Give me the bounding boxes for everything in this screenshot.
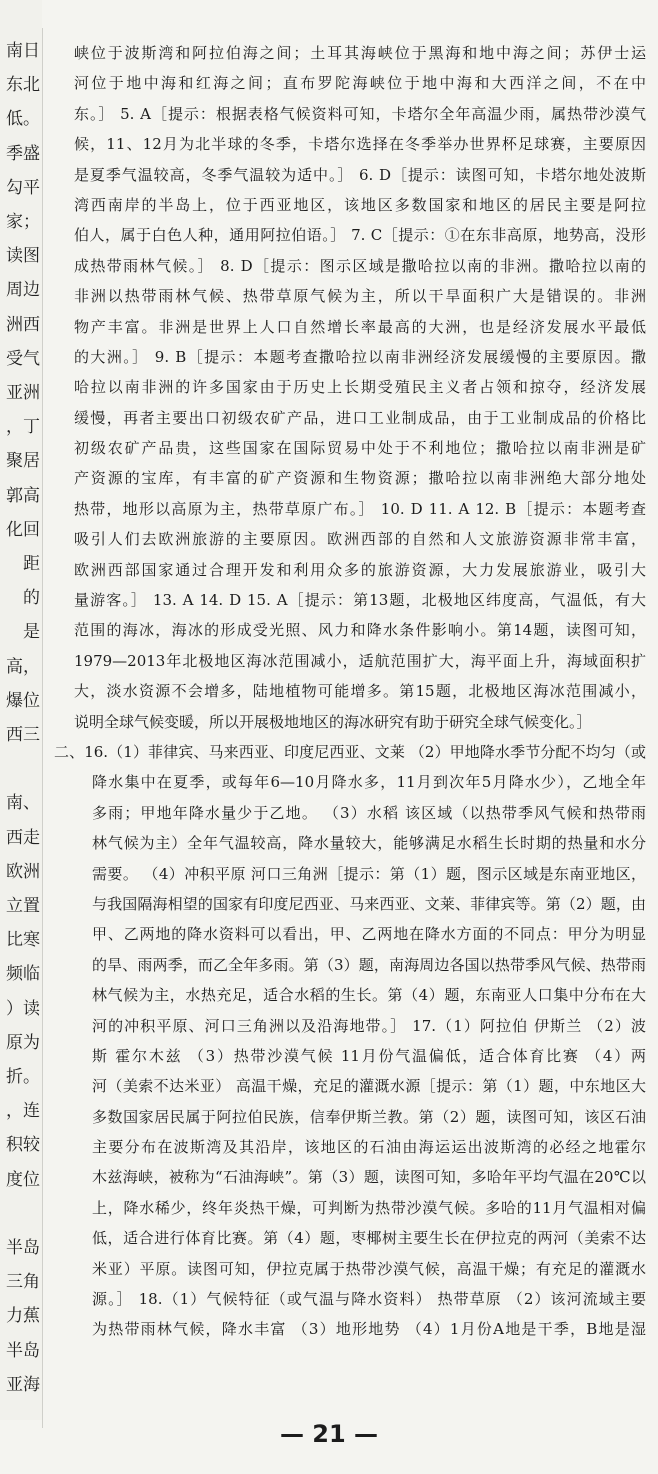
left-fragment: 东北 bbox=[6, 75, 40, 96]
left-fragment: 聚居 bbox=[6, 451, 40, 472]
text-line: 二、16.（1）菲律宾、马来西亚、印度尼西亚、文莱 （2）甲地降水季节分配不均匀（或 bbox=[54, 742, 646, 761]
left-fragment: 原为 bbox=[6, 1032, 40, 1053]
left-fragment: 西三 bbox=[6, 725, 40, 745]
text-line: 与我国隔海相望的国家有印度尼西亚、马来西亚、文莱、菲律宾等。第（2）题，由 bbox=[92, 894, 646, 913]
left-fragment: 亚海 bbox=[6, 1374, 40, 1395]
left-fragment: 半岛 bbox=[6, 1340, 40, 1361]
text-line: 伯人，属于白色人种，通用阿拉伯语。］ 7. C［提示：①在东非高原，地势高，没形 bbox=[74, 226, 646, 245]
left-fragment: 周边 bbox=[6, 280, 40, 301]
left-fragment: 南、 bbox=[6, 793, 40, 814]
text-line: 范围的海冰，海冰的形成受光照、风力和降水条件影响小。第14题，读图可知， bbox=[74, 621, 646, 640]
left-fragment: 欧洲 bbox=[6, 861, 40, 882]
text-line: 大，淡水资源不会增多，陆地植物可能增多。第15题，北极地区海冰范围减小， bbox=[74, 682, 646, 701]
text-line: 木兹海峡，被称为“石油海峡”。第（3）题，读图可知，多哈年平均气温在20℃以 bbox=[92, 1168, 646, 1187]
column-divider bbox=[42, 28, 43, 1428]
text-line: 欧洲西部国家通过合理开发和利用众多的旅游资源，大力发展旅游业，吸引大 bbox=[74, 560, 646, 579]
left-fragment: 半岛 bbox=[6, 1238, 40, 1258]
left-fragment: 折。 bbox=[6, 1067, 40, 1087]
left-fragment: 季盛 bbox=[6, 143, 40, 164]
text-line: 峡位于波斯湾和阿拉伯海之间；土耳其海峡位于黑海和地中海之间；苏伊士运 bbox=[74, 44, 646, 62]
text-line: 缓慢，再者主要出口初级农矿产品，进口工业制成品，由于工业制成品的价格比 bbox=[74, 408, 646, 427]
text-line: 是夏季气温较高，冬季气温较为适中。］ 6. D［提示：读图可知，卡塔尔地处波斯 bbox=[74, 165, 646, 184]
text-line: 斯 霍尔木兹 （3）热带沙漠气候 11月份气温偏低，适合体育比赛 （4）两 bbox=[92, 1046, 646, 1065]
text-line: 低，适合进行体育比赛。第（4）题，枣椰树主要生长在伊拉克的两河（美索不达 bbox=[92, 1229, 646, 1248]
text-line: 林气候为主）全年气温较高，降水量较大，能够满足水稻生长时期的热量和水分 bbox=[92, 834, 646, 853]
left-fragment: 勾平 bbox=[6, 177, 40, 198]
text-line: 降水集中在夏季，或每年6—10月降水多，11月到次年5月降水少），乙地全年 bbox=[92, 773, 646, 792]
left-fragment: 立置 bbox=[6, 896, 40, 916]
text-line: 产资源的宝库，有丰富的矿产资源和生物资源；撒哈拉以南非洲绝大部分地处 bbox=[74, 469, 646, 488]
text-line: 物产丰富。非洲是世界上人口自然增长率最高的大洲，也是经济发展水平最低 bbox=[74, 317, 646, 336]
left-fragment: ）读 bbox=[6, 998, 40, 1019]
text-line: 河位于地中海和红海之间；直布罗陀海峡位于地中海和大西洋之间，不在中 bbox=[74, 74, 646, 93]
text-line: 热带，地形以高原为主，热带草原广布。］ 10. D 11. A 12. B［提示：本题考查 bbox=[74, 499, 646, 518]
left-fragment: 化回 bbox=[6, 519, 40, 540]
left-fragment: 高， bbox=[6, 656, 40, 677]
left-fragment: 南日 bbox=[6, 41, 40, 61]
page-number: — 21 — bbox=[279, 1420, 379, 1448]
left-fragment: 频临 bbox=[6, 964, 40, 985]
text-line: 多数国家居民属于阿拉伯民族，信奉伊斯兰教。第（2）题，读图可知，该区石油 bbox=[92, 1107, 646, 1126]
text-line: 米亚）平原。读图可知，伊拉克属于热带沙漠气候，高温干燥；有充足的灌溉水 bbox=[92, 1259, 646, 1278]
left-fragment: 读图 bbox=[6, 246, 40, 267]
text-line: 非洲以热带雨林气候、热带草原气候为主，所以干旱面积广大是错误的。非洲 bbox=[74, 287, 646, 306]
left-fragment: ，连 bbox=[6, 1101, 40, 1122]
text-line: 说明全球气候变暖，所以开展极地地区的海冰研究有助于研究全球气候变化。］ bbox=[74, 712, 592, 731]
left-fragment: 受气 bbox=[6, 348, 40, 369]
left-fragment: 亚洲 bbox=[6, 383, 40, 403]
left-fragment: 力蕉 bbox=[6, 1306, 40, 1327]
text-line: 甲、乙两地的降水资料可以看出，甲、乙两地在降水方面的不同点：甲分为明显 bbox=[92, 925, 646, 944]
left-fragment: 郭高 bbox=[6, 485, 40, 506]
text-line: 1979—2013年北极地区海冰范围减小，适航范围扩大，海平面上升，海域面积扩 bbox=[74, 651, 646, 670]
left-fragment: 低。 bbox=[6, 109, 40, 130]
left-fragment: 洲西 bbox=[6, 314, 40, 335]
left-fragment: 是 bbox=[23, 622, 40, 643]
left-fragment: 比寒 bbox=[6, 930, 40, 951]
left-fragment: 西走 bbox=[6, 827, 40, 848]
text-line: 河（美索不达米亚） 高温干燥，充足的灌溉水源［提示：第（1）题，中东地区大 bbox=[92, 1077, 646, 1096]
text-line: 为热带雨林气候，降水丰富 （3）地形地势 （4）1月份A地是干季，B地是湿 bbox=[92, 1320, 646, 1339]
text-line: 湾西南岸的半岛上，位于西亚地区，该地区多数国家和地区的居民主要是阿拉 bbox=[74, 195, 646, 214]
text-line: 哈拉以南非洲的许多国家由于历史上长期受殖民主义者占领和掠夺，经济发展 bbox=[74, 378, 646, 397]
text-line: 林气候为主，水热充足，适合水稻的生长。第（4）题，东南亚人口集中分布在大 bbox=[92, 986, 646, 1005]
text-line: 上，降水稀少，终年炎热干燥，可判断为热带沙漠气候。多哈的11月气温相对偏 bbox=[92, 1198, 646, 1217]
left-fragment: 爆位 bbox=[6, 690, 40, 711]
left-fragment: 三角 bbox=[6, 1272, 40, 1293]
text-line: 的大洲。］ 9. B［提示：本题考查撒哈拉以南非洲经济发展缓慢的主要原因。撒 bbox=[74, 347, 646, 366]
answer-text-column bbox=[54, 38, 646, 1345]
text-line: 吸引人们去欧洲旅游的主要原因。欧洲西部的自然和人文旅游资源非常丰富， bbox=[74, 530, 646, 549]
text-line: 多雨；甲地年降水量少于乙地。 （3）水稻 该区域（以热带季风气候和热带雨 bbox=[92, 803, 646, 822]
left-fragment: 距 bbox=[23, 554, 40, 574]
left-fragment: 的 bbox=[23, 588, 40, 609]
text-line: 主要分布在波斯湾及其沿岸，该地区的石油由海运运出波斯湾的必经之地霍尔 bbox=[92, 1138, 646, 1157]
text-line: 河的冲积平原、河口三角洲以及沿海地带。］ 17.（1）阿拉伯 伊斯兰 （2）波 bbox=[92, 1016, 646, 1035]
text-line: 的旱、雨两季，而乙全年多雨。第（3）题，南海周边各国以热带季风气候、热带雨 bbox=[92, 955, 646, 974]
text-line: 成热带雨林气候。］ 8. D［提示：图示区域是撒哈拉以南的非洲。撒哈拉以南的 bbox=[74, 256, 646, 275]
text-line: 需要。 （4）冲积平原 河口三角洲［提示：第（1）题，图示区域是东南亚地区， bbox=[92, 864, 646, 883]
text-line: 候，11、12月为北半球的冬季，卡塔尔选择在冬季举办世界杯足球赛，主要原因 bbox=[74, 135, 646, 154]
text-line: 量游客。］ 13. A 14. D 15. A［提示：第13题，北极地区纬度高，气温低，有大 bbox=[74, 591, 646, 610]
left-column-fragment bbox=[0, 0, 42, 1420]
text-line: 初级农矿产品贵，这些国家在国际贸易中处于不利地位；撒哈拉以南非洲是矿 bbox=[74, 439, 646, 458]
left-fragment: 积较 bbox=[6, 1135, 40, 1156]
left-fragment: 家； bbox=[6, 212, 40, 232]
text-line: 源。］ 18.（1）气候特征（或气温与降水资料） 热带草原 （2）该河流域主要 bbox=[92, 1290, 646, 1309]
left-fragment: 度位 bbox=[6, 1169, 40, 1190]
left-fragment: ，丁 bbox=[6, 417, 40, 438]
text-line: 东。］ 5. A［提示：根据表格气候资料可知，卡塔尔全年高温少雨，属热带沙漠气 bbox=[74, 104, 646, 123]
